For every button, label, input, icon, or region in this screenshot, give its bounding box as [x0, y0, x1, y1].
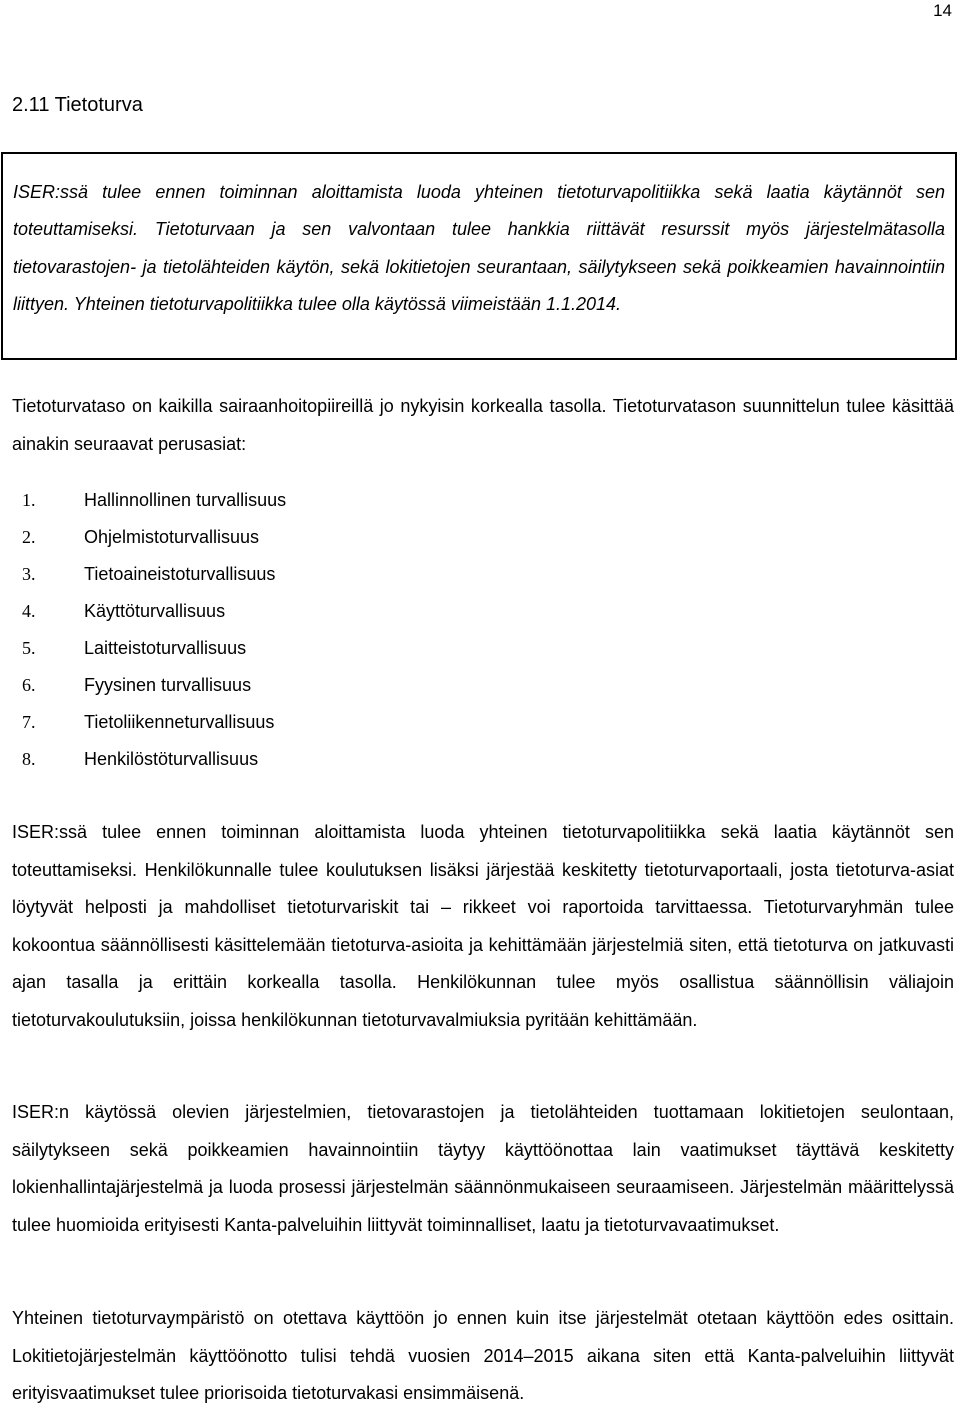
- list-item-text: Henkilöstöturvallisuus: [84, 749, 259, 769]
- list-item-text: Tietoaineistoturvallisuus: [84, 564, 276, 584]
- list-item-text: Ohjelmistoturvallisuus: [84, 527, 260, 547]
- list-item-text: Laitteistoturvallisuus: [84, 638, 247, 658]
- list-item: [22, 741, 286, 778]
- list-item-number: 1.: [22, 490, 36, 510]
- section-heading: 2.11 Tietoturva: [12, 94, 143, 116]
- list-item-number: 3.: [22, 564, 36, 584]
- list-item-number: 8.: [22, 749, 36, 769]
- list-item-number: 5.: [22, 638, 36, 658]
- list-item-text: Tietoliikenneturvallisuus: [84, 712, 275, 732]
- list-item: [22, 704, 286, 741]
- list-item: [22, 556, 286, 593]
- list-item-number: 7.: [22, 712, 36, 732]
- paragraph-logging: ISER:n käytössä olevien järjestelmien, tietovarastojen ja tietolähteiden tuottamaan lokitietojen seulontaan, säilytykseen sekä poikkeamien havainnointiin täytyy käyttöönottaa lain vaatimukset täyttävä keskitetty lokienhallintajärjestelmä ja luoda prosessi järjestelmän säännönmukaiseen seuraamiseen. Järjestelmän määrittelyssä tulee huomioida erityisesti Kanta-palveluihin liittyvät toiminnalliset, laatu ja tietoturvavaatimukset.: [12, 1102, 954, 1235]
- list-item-text: Käyttöturvallisuus: [84, 601, 226, 621]
- paragraph-environment: Yhteinen tietoturvaympäristö on otettava käyttöön jo ennen kuin itse järjestelmät otetaan käyttöön edes osittain. Lokitietojärjestelmän käyttöönotto tulisi tehdä vuosien 2014–2015 aikana siten että Kanta-palveluihin liittyvät erityisvaatimukset tulee priorisoida tietoturvakasi ensimmäisenä.: [12, 1308, 954, 1403]
- list-item: [22, 630, 286, 667]
- paragraph-training: ISER:ssä tulee ennen toiminnan aloittamista luoda yhteinen tietoturvapolitiikka sekä laatia käytännöt sen toteuttamiseksi. Henkilökunnalle tulee koulutuksen lisäksi järjestää keskitetty tietoturvaportaali, josta tietoturva-asiat löytyvät helposti ja mahdolliset tietoturvariskit tai – rikkeet voi raportoida tarvittaessa. Tietoturvaryhmän tulee kokoontua säännöllisesti käsittelemään tietoturva-asioita ja kehittämään järjestelmiä siten, että tietoturva on jatkuvasti ajan tasalla ja erittäin korkealla tasolla. Henkilökunnan tulee myös osallistua säännöllisin väliajoin tietoturvakoulutuksiin, joissa henkilökunnan tietoturvavalmiuksia pyritään kehittämään.: [12, 822, 954, 1030]
- intro-paragraph: Tietoturvataso on kaikilla sairaanhoitopiireillä jo nykyisin korkealla tasolla. Tietoturvatason suunnittelun tulee käsittää ainakin seuraavat perusasiat:: [12, 396, 954, 454]
- list-item: [22, 482, 286, 519]
- list-item-text: Fyysinen turvallisuus: [84, 675, 252, 695]
- list-item: [22, 519, 286, 556]
- list-item-number: 4.: [22, 601, 36, 621]
- list-item-number: 6.: [22, 675, 36, 695]
- list-item-number: 2.: [22, 527, 36, 547]
- list-item-text: Hallinnollinen turvallisuus: [84, 490, 287, 510]
- requirements-list: [22, 482, 286, 778]
- boxed-paragraph: ISER:ssä tulee ennen toiminnan aloittamista luoda yhteinen tietoturvapolitiikka sekä laatia käytännöt sen toteuttamiseksi. Tietoturvaan ja sen valvontaan tulee hankkia riittävät resurssit myös järjestelmätasolla tietovarastojen- ja tietolähteiden käytön, sekä lokitietojen seurantaan, säilytykseen sekä poikkeamien havainnointiin liittyen. Yhteinen tietoturvapolitiikka tulee olla käytössä viimeistään 1.1.2014.: [13, 182, 945, 315]
- list-item: [22, 667, 286, 704]
- highlight-box: [1, 152, 957, 360]
- list-item: [22, 593, 286, 630]
- page-number: 14: [933, 1, 952, 20]
